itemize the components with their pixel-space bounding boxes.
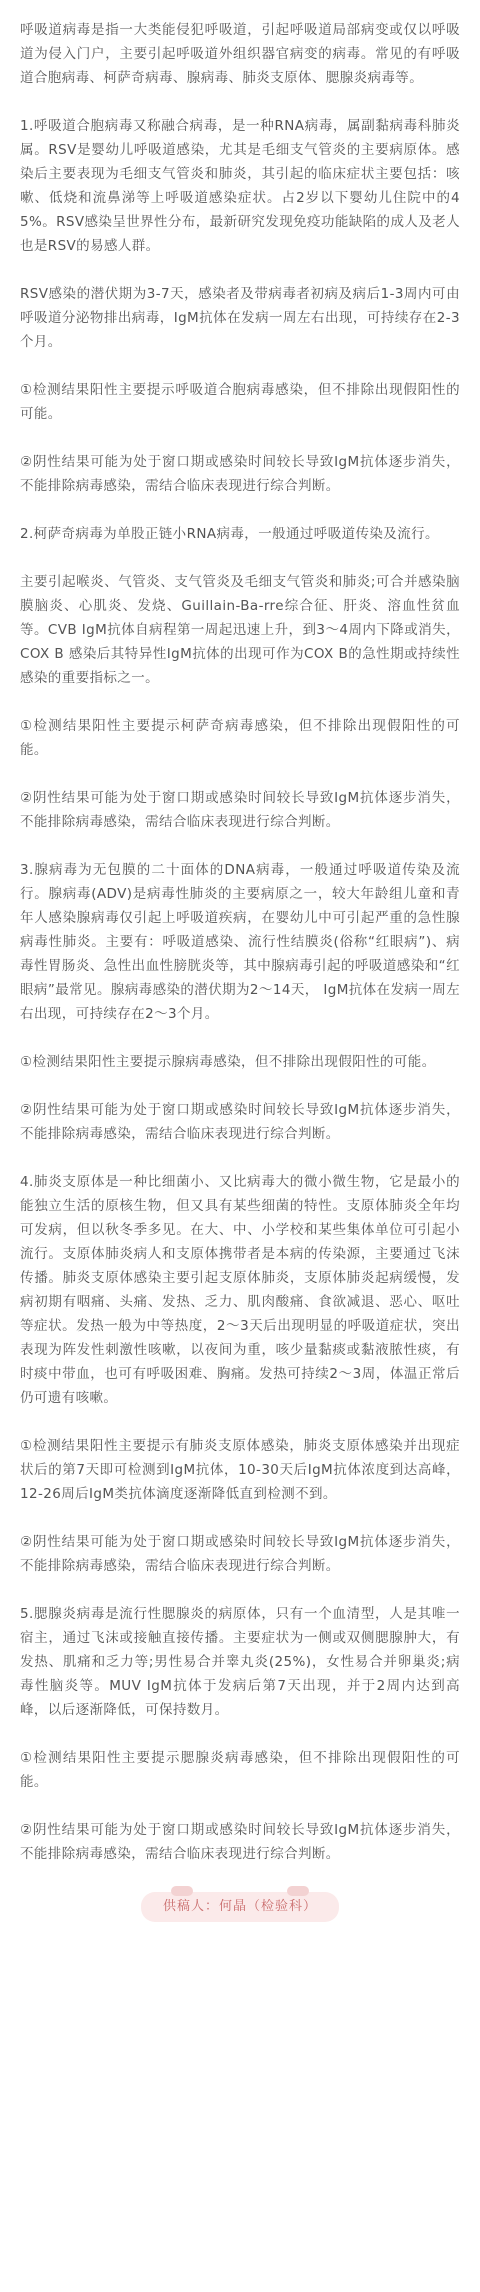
footer bbox=[20, 1892, 460, 1922]
author-credit-badge: 供稿人：何晶（检验科） bbox=[141, 1892, 339, 1922]
mumps-negative-note: ②阴性结果可能为处于窗口期或感染时间较长导致IgM抗体逐步消失，不能排除病毒感染，需结合临床表现进行综合判断。 bbox=[20, 1822, 460, 1862]
rsv-positive-note: ①检测结果阳性主要提示呼吸道合胞病毒感染，但不排除出现假阳性的可能。 bbox=[20, 382, 460, 422]
adenovirus-negative-note: ②阴性结果可能为处于窗口期或感染时间较长导致IgM抗体逐步消失，不能排除病毒感染，需结合临床表现进行综合判断。 bbox=[20, 1102, 460, 1142]
mycoplasma-positive-note: ①检测结果阳性主要提示有肺炎支原体感染，肺炎支原体感染并出现症状后的第7天即可检测到IgM抗体，10-30天后IgM抗体浓度到达高峰，12-26周后IgM类抗体滴度逐渐降低直到检测不到。 bbox=[20, 1438, 460, 1502]
mycoplasma-negative-note: ②阴性结果可能为处于窗口期或感染时间较长导致IgM抗体逐步消失，不能排除病毒感染，需结合临床表现进行综合判断。 bbox=[20, 1534, 460, 1574]
mumps-positive-note: ①检测结果阳性主要提示腮腺炎病毒感染，但不排除出现假阳性的可能。 bbox=[20, 1750, 460, 1790]
intro-paragraph: 呼吸道病毒是指一大类能侵犯呼吸道，引起呼吸道局部病变或仅以呼吸道为侵入门户，主要引起呼吸道外组织器官病变的病毒。常见的有呼吸道合胞病毒、柯萨奇病毒、腺病毒、肺炎支原体、腮腺炎病毒等。 bbox=[20, 22, 460, 86]
rsv-incubation: RSV感染的潜伏期为3-7天，感染者及带病毒者初病及病后1-3周内可由呼吸道分泌物排出病毒，IgM抗体在发病一周左右出现，可持续存在2-3个月。 bbox=[20, 286, 460, 350]
adenovirus-description: 3.腺病毒为无包膜的二十面体的DNA病毒，一般通过呼吸道传染及流行。腺病毒(ADV)是病毒性肺炎的主要病原之一，较大年龄组儿童和青年人感染腺病毒仅引起上呼吸道疾病，在婴幼儿中可引起严重的急性腺病毒性肺炎。主要有：呼吸道感染、流行性结膜炎(俗称“红眼病”)、病毒性胃肠炎、急性出血性膀胱炎等，其中腺病毒引起的呼吸道感染和“红眼病”最常见。腺病毒感染的潜伏期为2～14天， IgM抗体在发病一周左右出现，可持续存在2～3个月。 bbox=[20, 862, 460, 1022]
mycoplasma-description: 4.肺炎支原体是一种比细菌小、又比病毒大的微小微生物，它是最小的能独立生活的原核生物，但又具有某些细菌的特性。支原体肺炎全年均可发病，但以秋冬季多见。在大、中、小学校和某些集体单位可引起小流行。支原体肺炎病人和支原体携带者是本病的传染源，主要通过飞沫传播。肺炎支原体感染主要引起支原体肺炎，支原体肺炎起病缓慢，发病初期有咽痛、头痛、发热、乏力、肌肉酸痛、食欲减退、恶心、呕吐等症状。发热一般为中等热度，2～3天后出现明显的呼吸道症状，突出表现为阵发性刺激性咳嗽，以夜间为重，咳少量黏痰或黏液脓性痰，有时痰中带血，也可有呼吸困难、胸痛。发热可持续2～3周，体温正常后仍可遗有咳嗽。 bbox=[20, 1174, 460, 1406]
coxsackie-symptoms: 主要引起喉炎、气管炎、支气管炎及毛细支气管炎和肺炎;可合并感染脑膜脑炎、心肌炎、发烧、Guillain-Ba-rre综合征、肝炎、溶血性贫血等。CVB IgM抗体自病程第一周起迅速上升，到3～4周内下降或消失，COX B 感染后其特异性IgM抗体的出现可作为COX B的急性期或持续性感染的重要指标之一。 bbox=[20, 574, 460, 686]
mumps-description: 5.腮腺炎病毒是流行性腮腺炎的病原体，只有一个血清型，人是其唯一宿主，通过飞沫或接触直接传播。主要症状为一侧或双侧腮腺肿大，有发热、肌痛和乏力等;男性易合并睾丸炎(25%)，女性易合并卵巢炎;病毒性脑炎等。MUV IgM抗体于发病后第7天出现，并于2周内达到高峰，以后逐渐降低，可保持数月。 bbox=[20, 1606, 460, 1718]
rsv-description: 1.呼吸道合胞病毒又称融合病毒，是一种RNA病毒，属副黏病毒科肺炎属。RSV是婴幼儿呼吸道感染，尤其是毛细支气管炎的主要病原体。感染后主要表现为毛细支气管炎和肺炎，其引起的临床症状主要包括：咳嗽、低烧和流鼻涕等上呼吸道感染症状。占2岁以下婴幼儿住院中的45%。RSV感染呈世界性分布，最新研究发现免疫功能缺陷的成人及老人也是RSV的易感人群。 bbox=[20, 118, 460, 254]
coxsackie-description: 2.柯萨奇病毒为单股正链小RNA病毒，一般通过呼吸道传染及流行。 bbox=[20, 526, 439, 542]
rsv-negative-note: ②阴性结果可能为处于窗口期或感染时间较长导致IgM抗体逐步消失，不能排除病毒感染，需结合临床表现进行综合判断。 bbox=[20, 454, 460, 494]
coxsackie-negative-note: ②阴性结果可能为处于窗口期或感染时间较长导致IgM抗体逐步消失，不能排除病毒感染，需结合临床表现进行综合判断。 bbox=[20, 790, 460, 830]
adenovirus-positive-note: ①检测结果阳性主要提示腺病毒感染，但不排除出现假阳性的可能。 bbox=[20, 1054, 436, 1070]
coxsackie-positive-note: ①检测结果阳性主要提示柯萨奇病毒感染，但不排除出现假阳性的可能。 bbox=[20, 718, 460, 758]
